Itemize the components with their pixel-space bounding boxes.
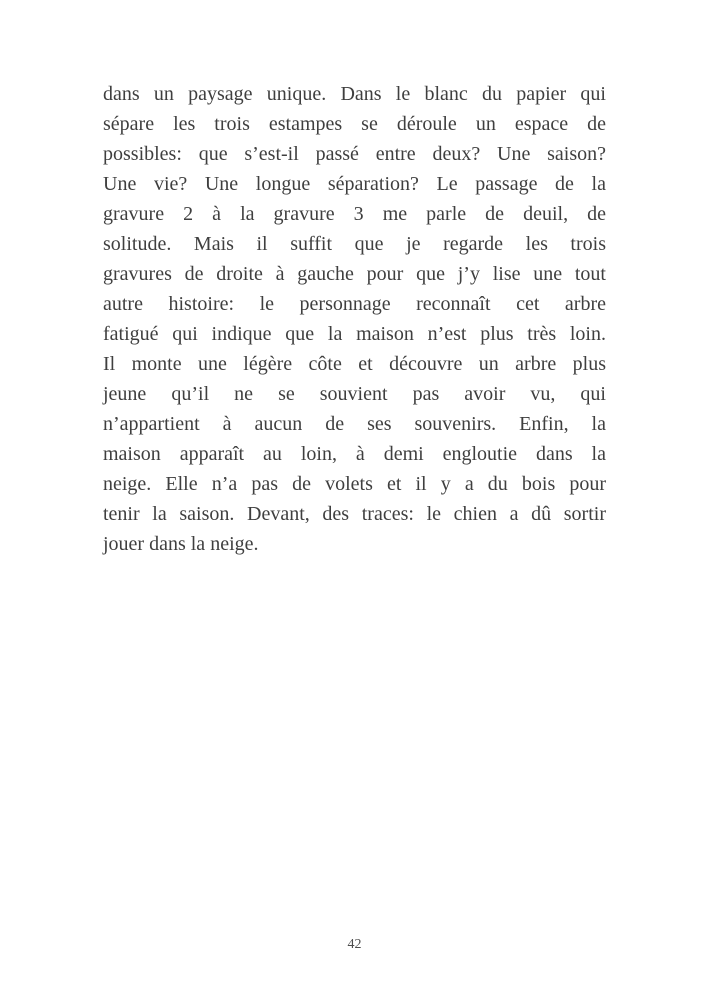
text-line: jeune qu’il ne se souvient pas avoir vu, qui [103,383,606,405]
text-line: dans un paysage unique. Dans le blanc du papier qui [103,83,606,105]
text-line: neige. Elle n’a pas de volets et il y a du bois pour [103,473,606,495]
text-line: n’appartient à aucun de ses souvenirs. Enfin, la [103,413,606,435]
text-line-last: jouer dans la neige. [103,533,259,555]
text-line: tenir la saison. Devant, des traces: le chien a dû sortir [103,503,606,525]
text-line: autre histoire: le personnage reconnaît cet arbre [103,293,606,315]
text-line: solitude. Mais il suffit que je regarde les trois [103,233,606,255]
text-line: sépare les trois estampes se déroule un espace de [103,113,606,135]
text-line: maison apparaît au loin, à demi engloutie dans la [103,443,606,465]
text-line: Il monte une légère côte et découvre un arbre plus [103,353,606,375]
text-line: possibles: que s’est-il passé entre deux? Une saison? [103,143,606,165]
text-line: Une vie? Une longue séparation? Le passage de la [103,173,606,195]
text-line: fatigué qui indique que la maison n’est plus très loin. [103,323,606,345]
text-line: gravures de droite à gauche pour que j’y lise une tout [103,263,606,285]
text-line: gravure 2 à la gravure 3 me parle de deuil, de [103,203,606,225]
page-number: 42 [347,937,362,952]
body-text [103,79,606,559]
